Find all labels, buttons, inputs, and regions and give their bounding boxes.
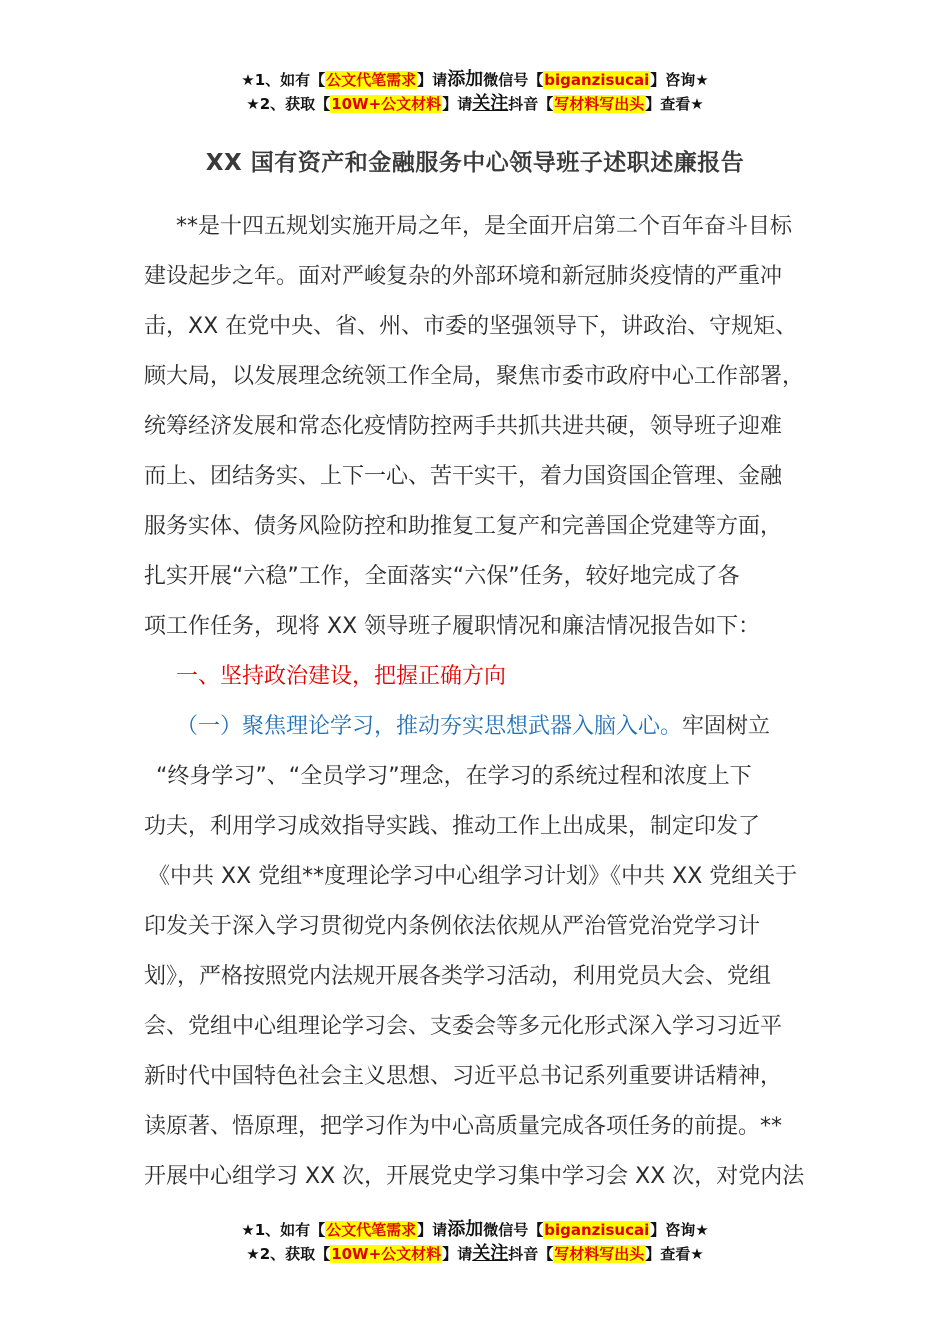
subsection-heading: （一）聚焦理论学习，推动夯实思想武器入脑入心。 xyxy=(176,714,683,739)
body-line: 顾大局，以发展理念统领工作全局，聚焦市委市政府中心工作部署， xyxy=(144,364,805,389)
highlight-douyin: 写材料写出头 xyxy=(554,1245,645,1263)
body-line: 扎实开展“六稳”工作，全面落实“六保”任务，较好地完成了各 xyxy=(144,564,740,589)
highlight-wechat-id: biganzisucai xyxy=(544,1221,650,1239)
body-line: 建设起步之年。面对严峻复杂的外部环境和新冠肺炎疫情的严重冲 xyxy=(144,264,783,289)
subsection-line: （一）聚焦理论学习，推动夯实思想武器入脑入心。牢固树立 xyxy=(176,714,771,739)
bottom-banner xyxy=(0,1218,950,1266)
body-line: 功夫，利用学习成效指导实践、推动工作上出成果，制定印发了 xyxy=(144,814,761,839)
banner-line-1: ★1、如有【公文代笔需求】请添加微信号【biganzisucai】咨询★ xyxy=(241,69,709,90)
body-line: **是十四五规划实施开局之年，是全面开启第二个百年奋斗目标 xyxy=(176,214,793,239)
highlight-service: 公文代笔需求 xyxy=(326,1221,417,1239)
body-line: 新时代中国特色社会主义思想、习近平总书记系列重要讲话精神， xyxy=(144,1064,783,1089)
body-line: 《中共 XX 党组**度理论学习中心组学习计划》《中共 XX 党组关于 xyxy=(148,864,798,889)
body-line: 会、党组中心组理论学习会、支委会等多元化形式深入学习习近平 xyxy=(144,1014,783,1039)
body-line: 开展中心组学习 XX 次，开展党史学习集中学习会 XX 次，对党内法 xyxy=(144,1164,805,1189)
body-line: 击，XX 在党中央、省、州、市委的坚强领导下，讲政治、守规矩、 xyxy=(144,314,798,339)
body-line: 而上、团结务实、上下一心、苦干实干，着力国资国企管理、金融 xyxy=(144,464,783,489)
body-line: 统筹经济发展和常态化疫情防控两手共抓共进共硬，领导班子迎难 xyxy=(144,414,783,439)
highlight-materials: 10W+公文材料 xyxy=(331,1245,442,1263)
body-line: 读原著、悟原理，把学习作为中心高质量完成各项任务的前提。** xyxy=(144,1114,783,1139)
document-title: XX 国有资产和金融服务中心领导班子述职述廉报告 xyxy=(205,150,745,176)
highlight-materials: 10W+公文材料 xyxy=(331,95,442,113)
section-heading: 一、坚持政治建设，把握正确方向 xyxy=(176,664,507,689)
body-line: 项工作任务，现将 XX 领导班子履职情况和廉洁情况报告如下： xyxy=(144,614,761,639)
highlight-wechat-id: biganzisucai xyxy=(544,71,650,89)
top-banner xyxy=(0,68,950,116)
banner-line-1: ★1、如有【公文代笔需求】请添加微信号【biganzisucai】咨询★ xyxy=(241,1219,709,1240)
body-line: 印发关于深入学习贯彻党内条例依法依规从严治管党治党学习计 xyxy=(144,914,761,939)
banner-line-2: ★2、获取【10W+公文材料】请关注抖音【写材料写出头】查看★ xyxy=(246,1243,704,1264)
body-line: 划》，严格按照党内法规开展各类学习活动，利用党员大会、党组 xyxy=(144,964,772,989)
highlight-douyin: 写材料写出头 xyxy=(554,95,645,113)
body-line: “终身学习”、“全员学习”理念，在学习的系统过程和浓度上下 xyxy=(156,764,752,789)
highlight-service: 公文代笔需求 xyxy=(326,71,417,89)
body-line: 服务实体、债务风险防控和助推复工复产和完善国企党建等方面， xyxy=(144,514,783,539)
banner-line-2: ★2、获取【10W+公文材料】请关注抖音【写材料写出头】查看★ xyxy=(246,93,704,114)
